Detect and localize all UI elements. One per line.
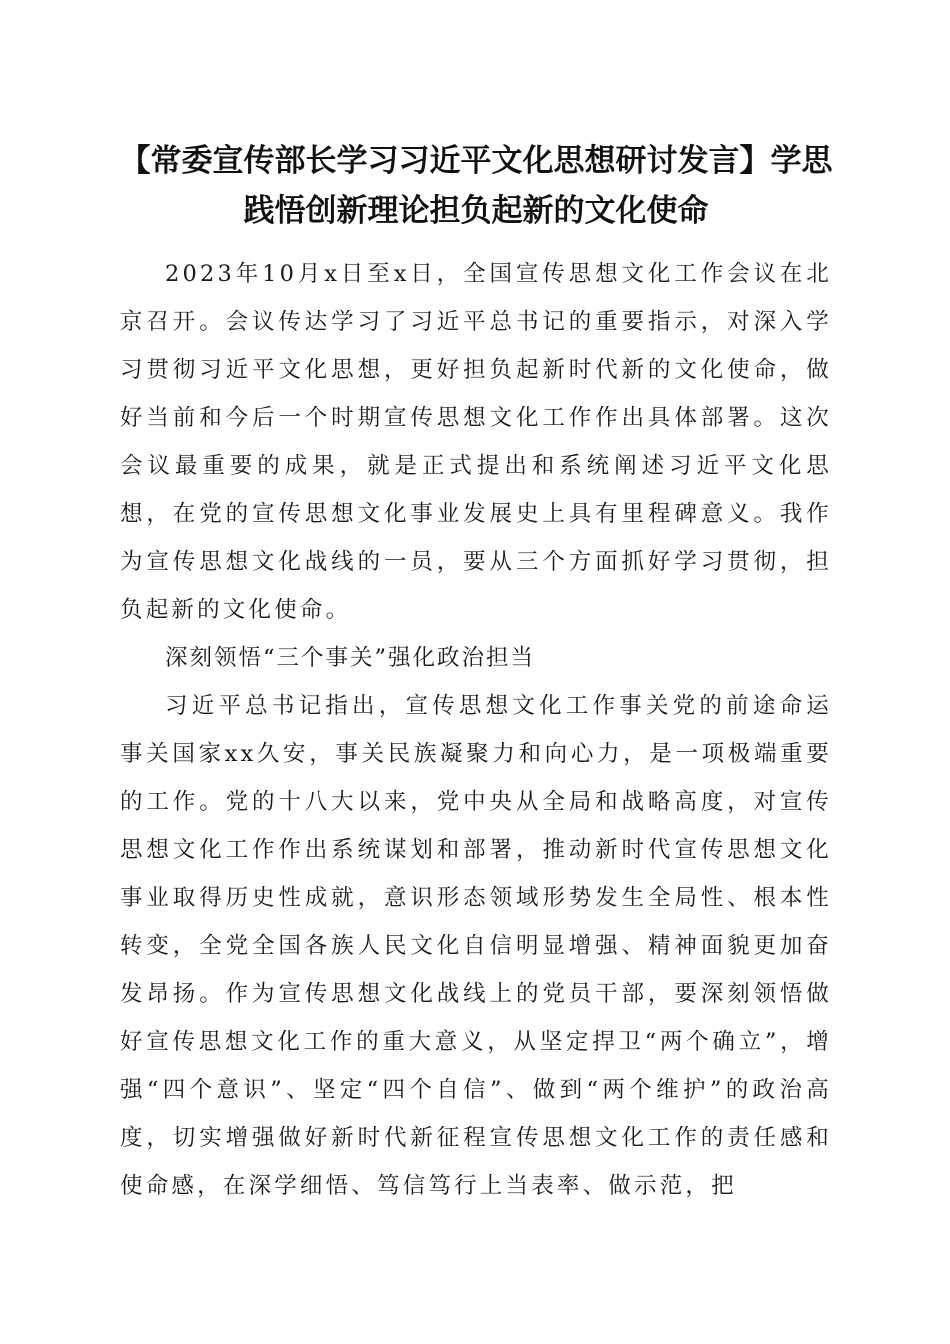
- document-title: 【常委宣传部长学习习近平文化思想研讨发言】学思践悟创新理论担负起新的文化使命: [119, 143, 833, 229]
- section-heading: 深刻领悟“三个事关”强化政治担当: [165, 645, 536, 671]
- intro-paragraph: 2023年10月x日至x日，全国宣传思想文化工作会议在北京召开。会议传达学习了习近平总书记的重要指示，对深入学习贯彻习近平文化思想，更好担负起新时代新的文化使命，做好当前和今后一个时期宣传思想文化工作作出具体部署。这次会议最重要的成果，就是正式提出和系统阐述习近平文化思想，在党的宣传思想文化事业发展史上具有里程碑意义。我作为宣传思想文化战线的一员，要从三个方面抓好学习贯彻，担负起新的文化使命。: [120, 261, 832, 623]
- document-body: [120, 250, 832, 1210]
- section-paragraph: 习近平总书记指出，宣传思想文化工作事关党的前途命运事关国家xx久安，事关民族凝聚力和向心力，是一项极端重要的工作。党的十八大以来，党中央从全局和战略高度，对宣传思想文化工作作出系统谋划和部署，推动新时代宣传思想文化事业取得历史性成就，意识形态领域形势发生全局性、根本性转变，全党全国各族人民文化自信明显增强、精神面貌更加奋发昂扬。作为宣传思想文化战线上的党员干部，要深刻领悟做好宣传思想文化工作的重大意义，从坚定捍卫“两个确立”，增强“四个意识”、坚定“四个自信”、做到“两个维护”的政治高度，切实增强做好新时代新征程宣传思想文化工作的责任感和使命感，在深学细悟、笃信笃行上当表率、做示范，把: [120, 693, 832, 1199]
